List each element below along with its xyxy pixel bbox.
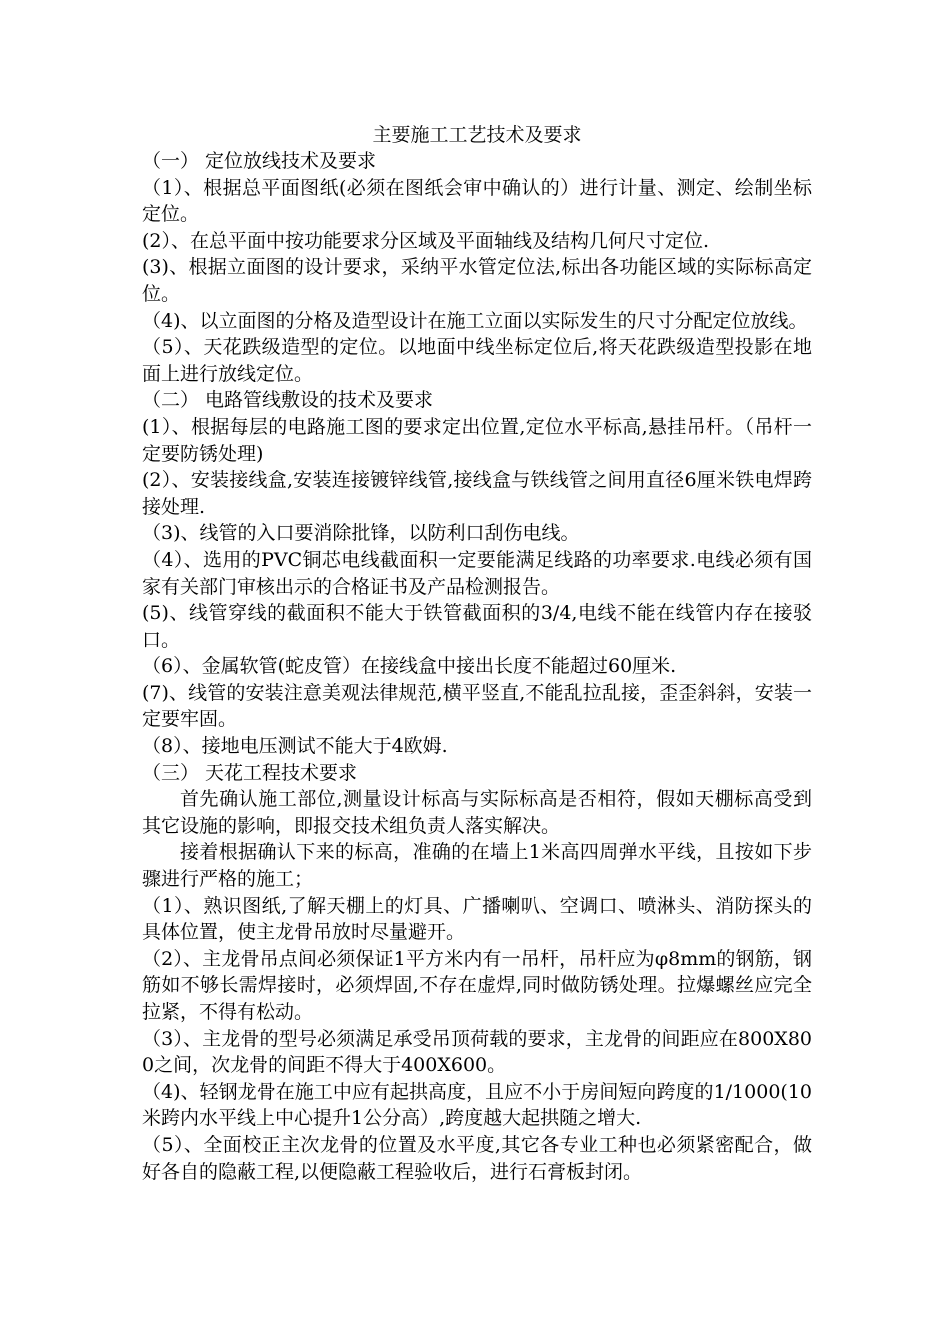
document-page: [142, 122, 812, 1185]
paragraph: (5)、线管穿线的截面积不能大于铁管截面积的3/4,电线不能在线管内存在接驳口。: [142, 602, 812, 651]
paragraph: (3)、根据立面图的设计要求，采纳平水管定位法,标出各功能区域的实际标高定位。: [142, 256, 812, 305]
section-heading: （二） 电路管线敷设的技术及要求: [142, 389, 434, 412]
paragraph: （2）、主龙骨吊点间必须保证1平方米内有一吊杆，吊杆应为φ8mm的钢筋，钢筋如不够长需焊接时，必须焊固,不存在虚焊,同时做防锈处理。拉爆螺丝应完全拉紧，不得有松动。: [142, 947, 812, 1023]
paragraph: (7)、线管的安装注意美观法律规范,横平竖直,不能乱拉乱接，歪歪斜斜，安装一定要牢固。: [142, 681, 812, 731]
section-heading: （三） 天花工程技术要求: [142, 761, 358, 784]
paragraph: （8）、接地电压测试不能大于4欧姆.: [142, 735, 448, 758]
paragraph: 接着根据确认下来的标高，准确的在墙上1米高四周弹水平线，且按如下步骤进行严格的施工；: [142, 841, 812, 891]
paragraph: （1）、熟识图纸,了解天棚上的灯具、广播喇叭、空调口、喷淋头、消防探头的具体位置，使主龙骨吊放时尽量避开。: [142, 894, 812, 944]
paragraph: (1）、根据每层的电路施工图的要求定出位置,定位水平标高,悬挂吊杆。（吊杆一定要防锈处理): [142, 415, 812, 465]
section-heading: （一） 定位放线技术及要求: [142, 150, 377, 172]
paragraph: (2）、在总平面中按功能要求分区域及平面轴线及结构几何尺寸定位.: [142, 229, 710, 252]
paragraph: （5）、全面校正主次龙骨的位置及水平度,其它各专业工种也必须紧密配合，做好各自的隐蔽工程,以便隐蔽工程验收后，进行石膏板封闭。: [142, 1133, 812, 1183]
paragraph: 首先确认施工部位,测量设计标高与实际标高是否相符，假如天棚标高受到其它设施的影响，即报交技术组负责人落实解决。: [142, 788, 812, 837]
paragraph: （4)、轻钢龙骨在施工中应有起拱高度，且应不小于房间短向跨度的1/1000(10米跨内水平线上中心提升1公分高）,跨度越大起拱随之增大.: [142, 1080, 812, 1130]
paragraph: （4）、选用的PVC铜芯电线截面积一定要能满足线路的功率要求.电线必须有国家有关部门审核出示的合格证书及产品检测报告。: [142, 548, 812, 598]
document-body: [142, 148, 812, 1185]
document-title: 主要施工工艺技术及要求: [372, 124, 582, 146]
paragraph: (2）、安装接线盒,安装连接镀锌线管,接线盒与铁线管之间用直径6厘米铁电焊跨接处理.: [142, 469, 812, 518]
paragraph: （3）、主龙骨的型号必须满足承受吊顶荷载的要求，主龙骨的间距应在800X800之间，次龙骨的间距不得大于400X600。: [142, 1027, 812, 1077]
paragraph: （5）、天花跌级造型的定位。以地面中线坐标定位后,将天花跌级造型投影在地面上进行放线定位。: [142, 336, 812, 385]
paragraph: （6）、金属软管(蛇皮管）在接线盒中接出长度不能超过60厘米.: [142, 655, 677, 678]
paragraph: （4)、以立面图的分格及造型设计在施工立面以实际发生的尺寸分配定位放线。: [142, 309, 808, 332]
paragraph: （1）、根据总平面图纸(必须在图纸会审中确认的）进行计量、测定、绘制坐标定位。: [142, 176, 812, 226]
paragraph: （3)、线管的入口要消除批锋，以防利口刮伤电线。: [142, 522, 580, 545]
